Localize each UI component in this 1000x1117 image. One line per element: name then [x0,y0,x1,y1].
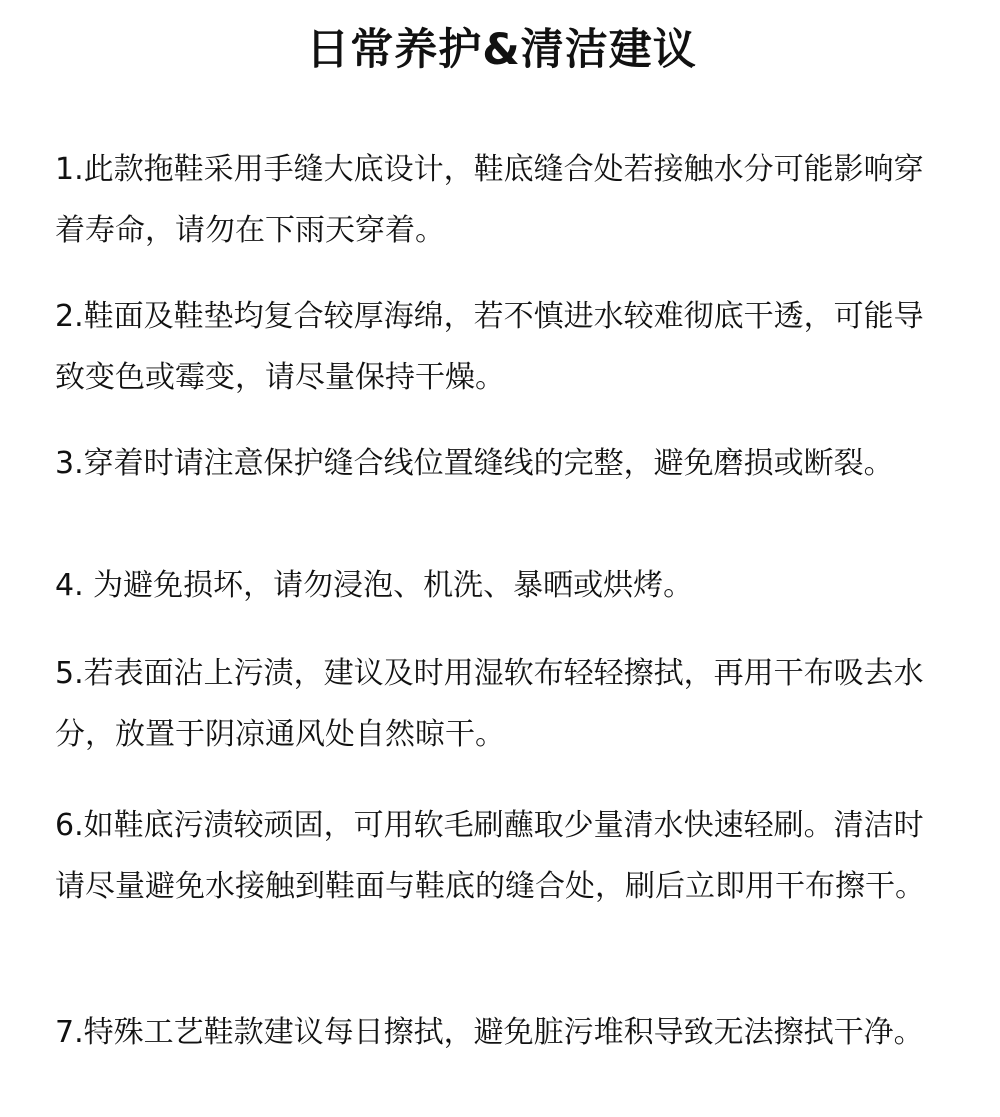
instruction-item-6: 6.如鞋底污渍较顽固，可用软毛刷蘸取少量清水快速轻刷。清洁时请尽量避免水接触到鞋面与鞋底的缝合处，刷后立即用干布擦干。 [55,808,925,904]
page-title: 日常养护&清洁建议 [306,25,697,75]
instruction-item-5: 5.若表面沾上污渍，建议及时用湿软布轻轻擦拭，再用干布吸去水分，放置于阴凉通风处自然晾干。 [55,656,924,752]
instruction-item-3: 3.穿着时请注意保护缝合线位置缝线的完整，避免磨损或断裂。 [55,446,894,481]
instruction-item-7: 7.特殊工艺鞋款建议每日擦拭，避免脏污堆积导致无法擦拭干净。 [55,1015,924,1050]
instruction-item-2: 2.鞋面及鞋垫均复合较厚海绵，若不慎进水较难彻底干透，可能导致变色或霉变，请尽量保持干燥。 [55,299,924,395]
instruction-item-4: 4. 为避免损坏，请勿浸泡、机洗、暴晒或烘烤。 [55,568,694,603]
instruction-item-1: 1.此款拖鞋采用手缝大底设计，鞋底缝合处若接触水分可能影响穿着寿命，请勿在下雨天穿着。 [55,152,924,248]
